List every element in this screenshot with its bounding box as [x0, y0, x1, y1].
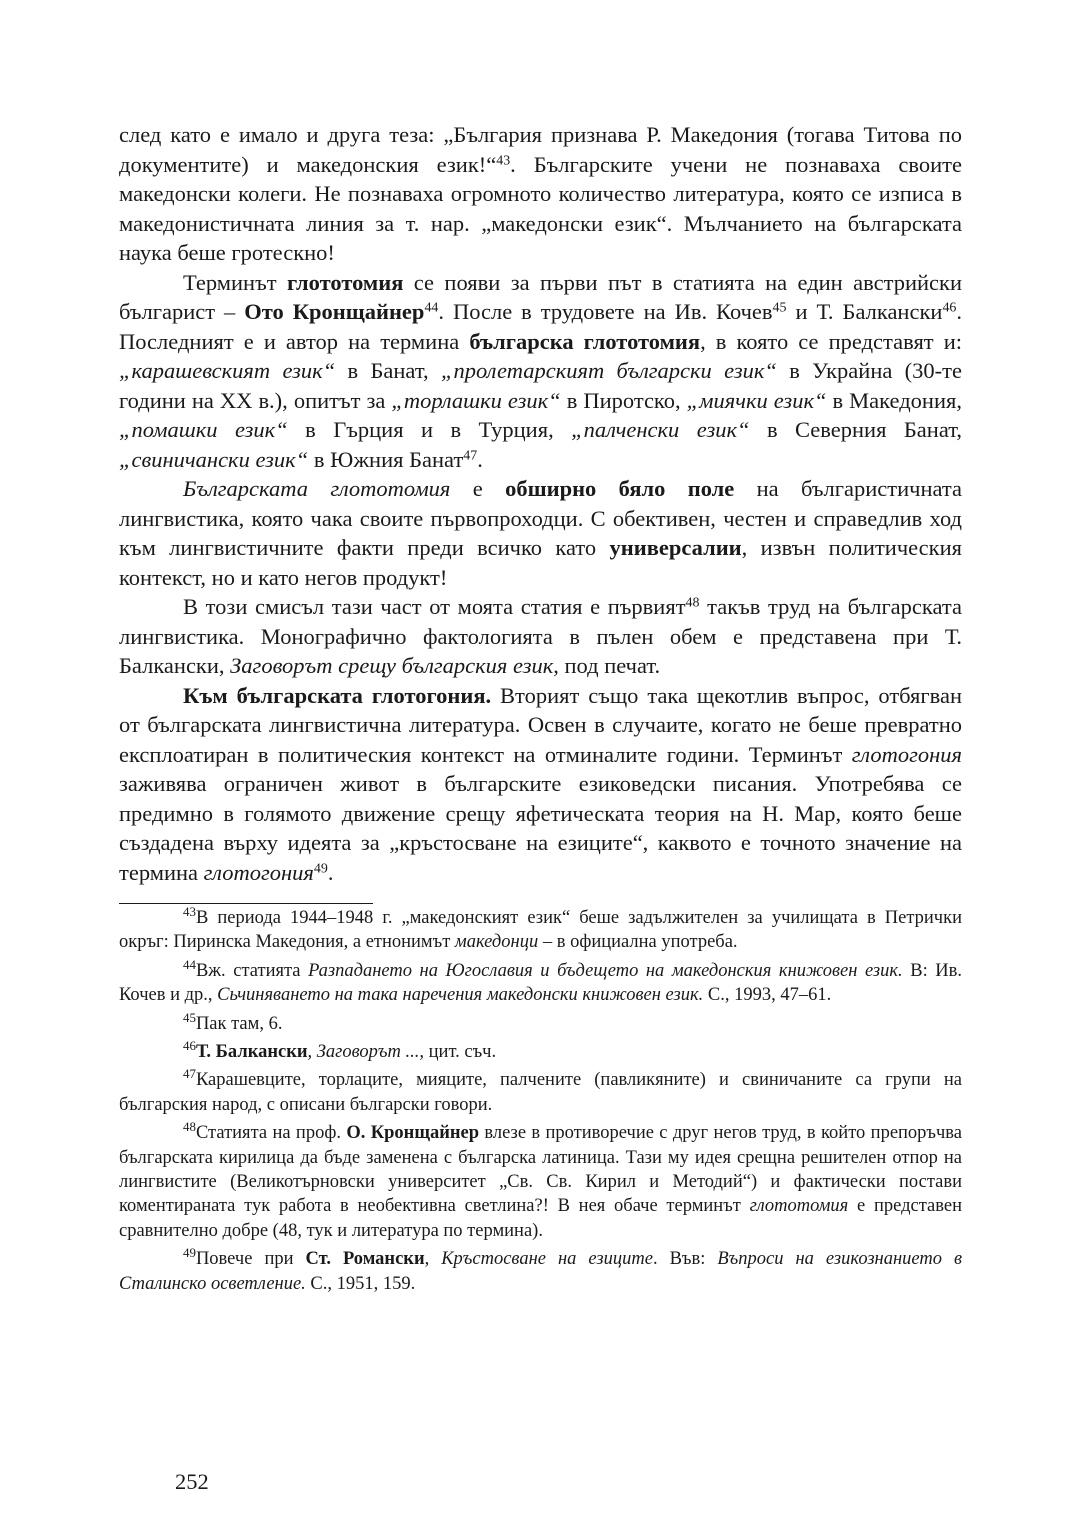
footnote-separator — [119, 903, 373, 904]
paragraph-4: В този смисъл тази част от моята статия е първият$^{48}$ такъв труд на българската лингвистика. Монографично фактологията в пълен обем е представена при Т. Балкански, Заговорът срещу българския език, под печат. — [119, 594, 962, 678]
footnote-ref-47: 47 — [463, 447, 478, 463]
paragraph-2: Терминът глототомия се появи за първи път в статията на един австрийски българист – Ото Кронщайнер$^{44}$. После в трудовете на Ив. Кочев$^{45}$ и Т. Балкански$^{46}$. Последният е и автор на термина българска глототомия, в която се представят и: „карашевският език“ в Банат, „пролетарският български език“ в Украйна (30-те години на XX в.), опитът за „торлашки език“ в Пиротско, „миячки език“ в Македония, „помашки език“ в Гърция и в Турция, „палченски език“ в Северния Банат, „свиничански език“ в Южния Банат$^{47}$. — [119, 269, 962, 472]
footnote-46: $^{46}$Т. Балкански, Заговорът ..., цит. съч. — [183, 1037, 497, 1063]
footnote-48: $^{48}$Статията на проф. О. Кронщайнер влезе в противоречие с друг негов труд, в който препоръчва българската кирилица да бъде заменена с българска латиница. Тази му идея срещна решителен отпор на лингвистите (Великотърновски университет „Св. Св. Кирил и Методий“) и фактически постави коментираната тук работа в необективна светлина?! В нея обаче терминът глототомия е представен сравнително добре (48, тук и литература по термина). — [119, 1119, 962, 1241]
footnote-47: $^{47}$Карашевците, торлаците, мияците, палчените (павликяните) и свиничаните са групи на българския народ, с описани български говори. — [119, 1066, 962, 1115]
footnote-45: $^{45}$Пак там, 6. — [183, 1009, 283, 1034]
footnote-49: $^{49}$Повече при Ст. Романски, Кръстосване на езиците. Във: Въпроси на езикознанието в Сталинско осветление. С., 1951, 159. — [119, 1245, 963, 1294]
footnote-44: $^{44}$Вж. статията Разпадането на Югославия и бъдещето на македонския книжовен език. В: Ив. Кочев и др., Сьчиняването на така наречения македонски книжовен език. С., 1993, 47–61. — [119, 956, 962, 1006]
paragraph-3: Българската глототомия е обширно бяло поле на българистичната лингвистика, която чака своите първопроходци. С обективен, честен и справедлив ход към лингвистичните факти преди всичко като универсалии, извън политическия контекст, но и като негов продукт! — [119, 476, 962, 590]
footnote-ref-43: 43 — [496, 152, 511, 168]
page-number: 252 — [175, 1469, 209, 1494]
main-text — [119, 120, 962, 887]
footnote-ref-45: 45 — [772, 300, 787, 316]
paragraph-1: след като е имало и друга теза: „България признава Р. Македония (тогава Титова по документите) и македонския език!“$^{43}$. Българските учени не познаваха своите македонски колеги. Не познаваха огромното количество литература, която се изписа в македонистичната линия за т. нар. „македонски език“. Мълчанието на българската наука беше гротескно! — [119, 122, 962, 265]
section-heading: Към българската глотогония. — [183, 682, 492, 708]
footnote-ref-49: 49 — [313, 860, 328, 876]
footnote-ref-44: 44 — [424, 300, 439, 316]
footnote-ref-48: 48 — [685, 595, 700, 611]
footnote-ref-46: 46 — [942, 300, 957, 316]
paragraph-5: Към българската глотогония. Вторият също така щекотлив въпрос, отбягван от българската лингвистична литература. Освен в случаите, когато не беше превратно експлоатиран в политическия контекст на отминалите години. Терминът глотогония заживява ограничен живот в българските езиковедски писания. Употребява се предимно в голямото движение срещу яфетическата теория на Н. Мар, която беше създадена върху идеята за „кръстосване на езиците“, каквото е точното значение на термина глотогония$^{49}$. — [119, 682, 962, 885]
footnote-43: $^{43}$В периода 1944–1948 г. „македонският език“ беше задължителен за училищата в Петрички окръг: Пиринска Македония, а етнонимът македонци – в официална употреба. — [119, 903, 962, 953]
footnotes — [119, 903, 963, 1300]
